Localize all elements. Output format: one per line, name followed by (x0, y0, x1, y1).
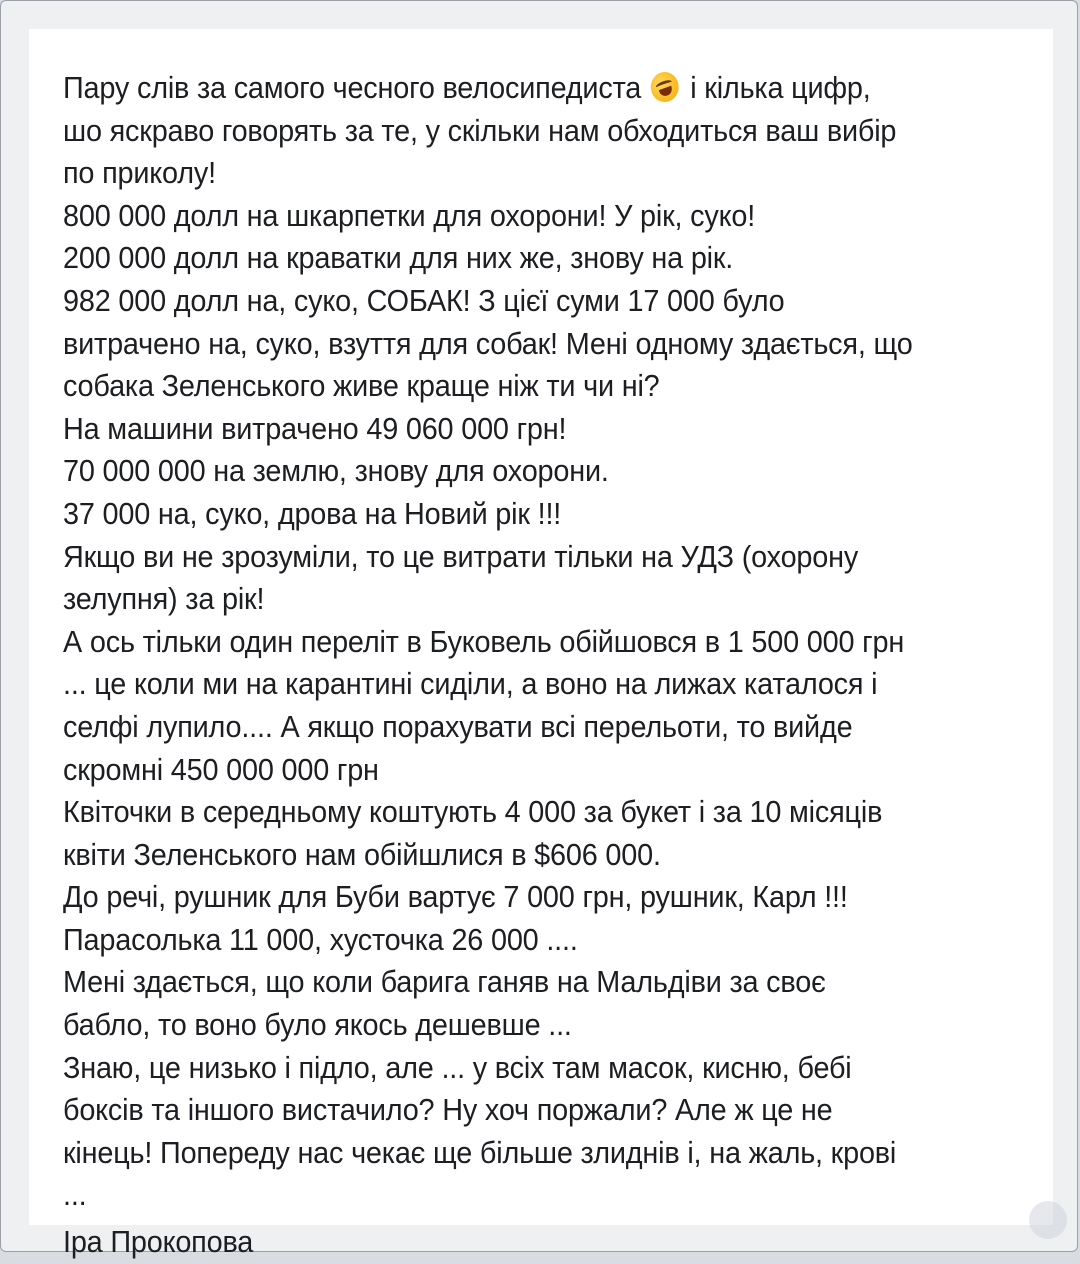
post-line: 800 000 долл на шкарпетки для охорони! У рік, суко! (63, 197, 756, 233)
post-line: скромні 450 000 000 грн (63, 751, 379, 787)
post-line: Знаю, це низько і підло, але ... у всіх там масок, кисню, бебі (63, 1049, 852, 1085)
rolling-on-floor-laughing-icon (647, 68, 682, 106)
post-line (63, 67, 1049, 110)
post-card (29, 29, 1053, 1260)
post-line: До речі, рушник для Буби вартує 7 000 грн, рушник, Карл !!! (63, 879, 848, 915)
post-line: по приколу! (63, 155, 216, 191)
post-line: собака Зеленського живе краще ніж ти чи ні? (63, 368, 660, 404)
post-line: ... це коли ми на карантині сиділи, а воно на лижах каталося і (63, 666, 878, 702)
post-line: 37 000 на, суко, дрова на Новий рік !!! (63, 495, 562, 531)
post-line: Квіточки в середньому коштують 4 000 за букет і за 10 місяців (63, 794, 883, 830)
post-line: 70 000 000 на землю, знову для охорони. (63, 453, 609, 489)
post-line: Парасолька 11 000, хусточка 26 000 .... (63, 921, 578, 957)
post-line: Мені здається, що коли барига ганяв на Мальдіви за своє (63, 964, 826, 1000)
post-line: ... (63, 1177, 87, 1213)
post-line-text: Пару слів за самого чесного велосипедиста (63, 70, 642, 105)
post-line: бабло, то воно було якось дешевше ... (63, 1007, 572, 1043)
post-line: 200 000 долл на краватки для них же, знову на рік. (63, 240, 734, 276)
post-line: А ось тільки один переліт в Буковель обійшовся в 1 500 000 грн (63, 623, 905, 659)
post-author[interactable]: Іра Прокопова (63, 1224, 254, 1260)
post-line: шо яскраво говорять за те, у скільки нам обходиться ваш вибір (63, 112, 897, 148)
post-line: боксів та іншого вистачило? Ну хоч поржали? Але ж це не (63, 1092, 833, 1128)
post-line: На машини витрачено 49 060 000 грн! (63, 410, 567, 446)
post-line: квіти Зеленського нам обійшлися в $606 000. (63, 836, 661, 872)
post-line: Якщо ви не зрозуміли, то це витрати тільки на УДЗ (охорону (63, 538, 859, 574)
post-line: 982 000 долл на, суко, СОБАК! З цієї суми 17 000 було (63, 282, 785, 318)
watermark-icon (1029, 1201, 1067, 1239)
post-line: зелупня) за рік! (63, 581, 265, 617)
post-line: кінець! Попереду нас чекає ще більше злиднів і, на жаль, крові (63, 1134, 897, 1170)
post-line: селфі лупило.... А якщо порахувати всі перельоти, то вийде (63, 708, 853, 744)
post-line-text: і кілька цифр, (682, 70, 871, 105)
post-line: витрачено на, суко, взуття для собак! Мені одному здається, що (63, 325, 913, 361)
post-text (63, 67, 1049, 1264)
